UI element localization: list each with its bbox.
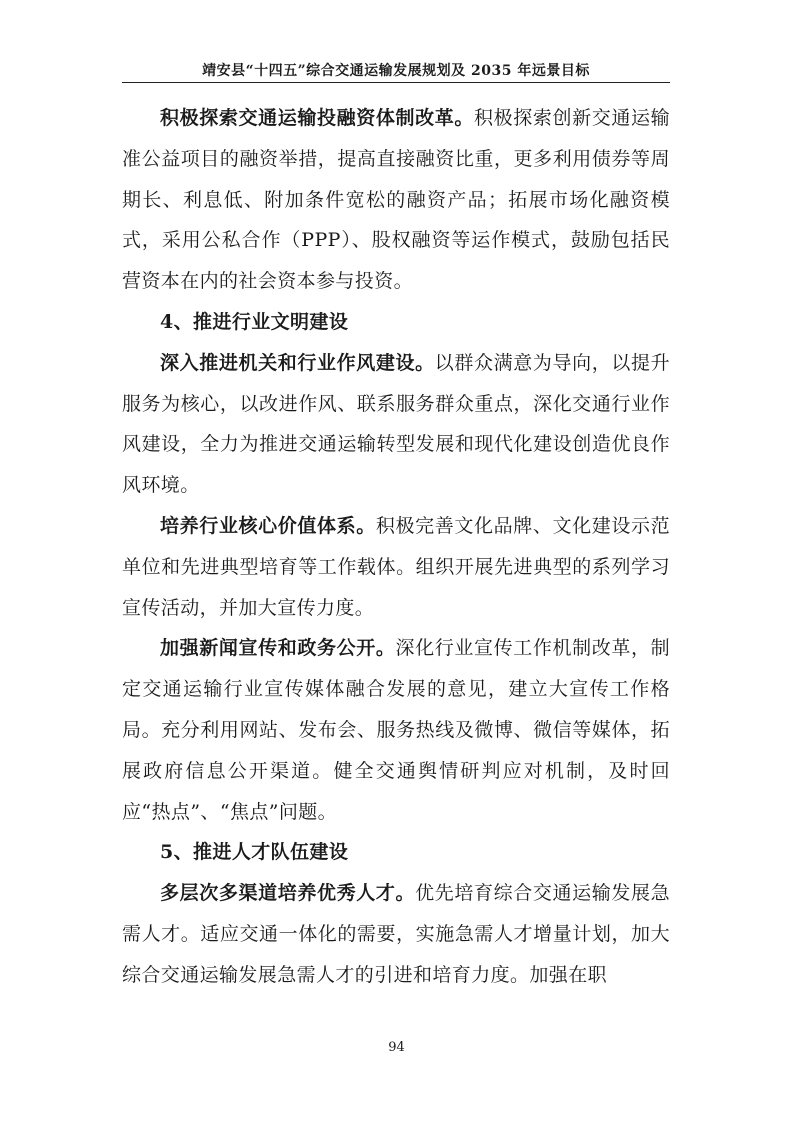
paragraph-text: 积极完善文化品牌、文化建设示范单位和先进典型培育等工作载体。组织开展先进典型的系列学习宣传活动，并加大宣传力度。 <box>122 514 670 619</box>
section-heading-5: 5、推进人才队伍建设 <box>160 841 349 864</box>
page-body <box>122 98 670 996</box>
running-header: 靖安县“十四五”综合交通运输发展规划及 2035 年远景目标 <box>202 63 590 79</box>
paragraph-text: 以群众满意为导向，以提升服务为核心，以改进作风、联系服务群众重点，深化交通行业作风建设，全力为推进交通运输转型发展和现代化建设创造优良作风环境。 <box>122 351 670 497</box>
paragraph-lead: 多层次多渠道培养优秀人才。 <box>160 882 416 905</box>
paragraph-investment-reform <box>122 98 670 302</box>
paragraph-lead: 深入推进机关和行业作风建设。 <box>160 351 435 374</box>
paragraph-talent-training <box>122 873 670 995</box>
paragraph-text: 优先培育综合交通运输发展急需人才。适应交通一体化的需要，实施急需人才增量计划，加大综合交通运输发展急需人才的引进和培育力度。加强在职 <box>122 882 670 986</box>
paragraph-text: 积极探索创新交通运输准公益项目的融资举措，提高直接融资比重，更多利用债券等周期长、利息低、附加条件宽松的融资产品；拓展市场化融资模式，采用公私合作（PPP）、股权融资等运作模式，鼓励包括民营资本在内的社会资本参与投资。 <box>122 107 670 293</box>
page-number: 94 <box>388 1040 405 1055</box>
paragraph-news-publicity <box>122 628 670 832</box>
paragraph-lead: 培养行业核心价值体系。 <box>160 514 376 537</box>
section-heading-4: 4、推进行业文明建设 <box>160 310 349 333</box>
paragraph-work-style <box>122 343 670 506</box>
paragraph-text: 深化行业宣传工作机制改革，制定交通运输行业宣传媒体融合发展的意见，建立大宣传工作格局。充分利用网站、发布会、服务热线及微博、微信等媒体，拓展政府信息公开渠道。健全交通舆情研判应对机制，及时回应“热点”、“焦点”问题。 <box>122 637 670 823</box>
paragraph-core-values <box>122 506 670 628</box>
header-rule <box>122 82 670 83</box>
paragraph-lead: 积极探索交通运输投融资体制改革。 <box>160 107 474 129</box>
paragraph-lead: 加强新闻宣传和政务公开。 <box>160 637 396 660</box>
